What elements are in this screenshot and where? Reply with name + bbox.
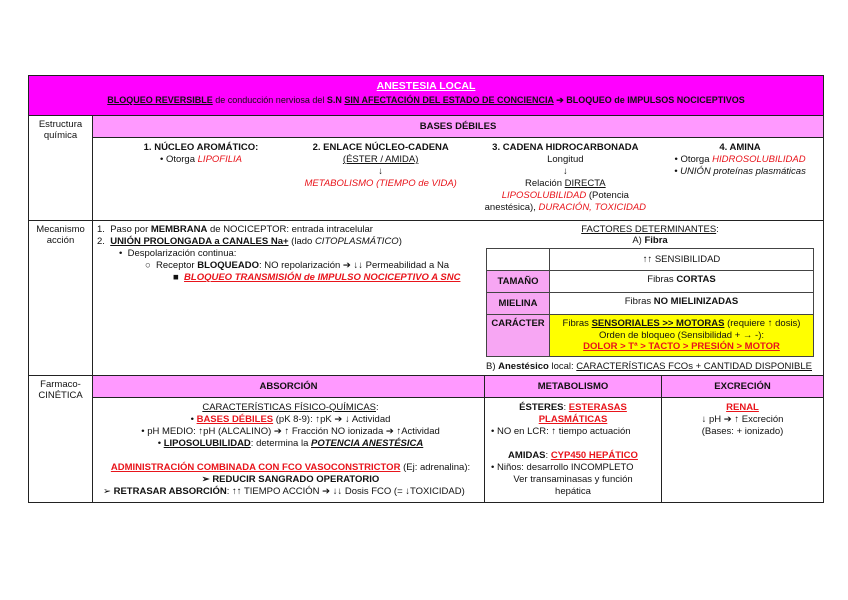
col2-title: 2. ENLACE NÚCLEO-CADENA <box>312 142 449 153</box>
col3-l3b: (Potencia <box>586 190 629 201</box>
met-b2-text: Niños: desarrollo INCOMPLETO <box>496 461 634 473</box>
mec-sub3-text: BLOQUEO TRANSMISIÓN de IMPULSO NOCICEPTIVO A SNC <box>184 272 461 283</box>
mec-item2d: ) <box>398 236 402 247</box>
col4-b1b: HIDROSOLUBILIDAD <box>712 154 806 165</box>
abs-b2: • pH MEDIO: ↑pH (ALCALINO) ➔ ↑ Fracción NO ionizada ➔ ↑Actividad <box>141 425 440 437</box>
abs-b1a: BASES DÉBILES <box>196 413 274 425</box>
factores-table <box>486 248 814 357</box>
met-b3b: hepática <box>555 485 591 497</box>
enlace-nucleo-cadena <box>296 142 466 214</box>
b-line <box>486 361 814 372</box>
met-l3a: AMIDAS <box>508 449 546 461</box>
abs-l4a: RETRASAR ABSORCIÓN <box>113 485 227 497</box>
fibra-b: Fibra <box>644 235 668 246</box>
subtitle-impulsos: ➔ BLOQUEO de IMPULSOS NOCICEPTIVOS <box>553 95 745 105</box>
mec-sub1: • Despolarización continua: <box>119 248 237 259</box>
abs-l2 <box>103 462 478 474</box>
col2-arrow: ↓ <box>378 166 384 177</box>
met-l2: PLASMÁTICAS <box>538 413 608 425</box>
abs-b3c: POTENCIA ANESTÉSICA <box>311 437 424 449</box>
col3-l2a: Relación <box>525 178 565 189</box>
tamano-a: Fibras <box>647 274 677 285</box>
factores-title: FACTORES DETERMINANTES <box>581 224 717 235</box>
caracter-l1a: Fibras <box>562 318 592 329</box>
summary-document <box>28 75 823 503</box>
mec-sub2a: Receptor <box>156 260 198 271</box>
abs-l1-colon: : <box>376 401 379 413</box>
met-l1c: ESTERASAS <box>568 401 627 413</box>
col3-l3a: LIPOSOLUBILIDAD <box>501 190 587 201</box>
mec-sub1-text: Despolarización continua: <box>127 248 237 259</box>
abs-l1-text: CARACTERÍSTICAS FÍSICO-QUÍMICAS <box>202 401 376 413</box>
exc-l1: RENAL <box>726 401 759 413</box>
factores-row <box>487 293 814 315</box>
col4-title: 4. AMINA <box>719 142 761 153</box>
col3-l3 <box>480 190 650 202</box>
absorcion-content <box>93 397 485 502</box>
mec-item1b: MEMBRANA <box>150 224 208 235</box>
factores-row <box>487 315 814 357</box>
caracter-l1c: (requiere ↑ dosis) <box>724 318 801 329</box>
met-b1-text: NO en LCR: ↑ tiempo actuación <box>496 425 631 437</box>
sensibilidad-cell: ↑↑ SENSIBILIDAD <box>550 249 814 271</box>
tamano-label: TAMAÑO <box>487 271 550 293</box>
met-b1: • NO en LCR: ↑ tiempo actuación <box>491 425 631 437</box>
excrecion-content <box>662 397 824 502</box>
mec-item2c: CITOPLASMÁTICO <box>314 236 399 247</box>
bases-debiles-head: BASES DÉBILES <box>93 116 824 138</box>
mec-item2a: UNIÓN PROLONGADA a CANALES Na+ <box>110 236 289 247</box>
b-b: Anestésico <box>498 360 549 372</box>
abs-b2-text: pH MEDIO: ↑pH (ALCALINO) ➔ ↑ Fracción NO ionizada ➔ ↑Actividad <box>147 425 440 437</box>
met-b2: • Niños: desarrollo INCOMPLETO <box>491 461 634 473</box>
mec-item1c: de NOCICEPTOR: entrada intracelular <box>207 224 373 235</box>
met-l1a: ÉSTERES <box>519 401 564 413</box>
tamano-b: CORTAS <box>676 274 716 285</box>
farmaco-label: Farmaco-CINÉTICA <box>29 375 93 502</box>
mec-item1: 1. Paso por MEMBRANA de NOCICEPTOR: entrada intracelular <box>97 224 373 235</box>
mecanismo-label: Mecanismo acción <box>29 221 93 376</box>
col4-b2-text: UNIÓN proteínas plasmáticas <box>680 166 806 177</box>
col2-red: METABOLISMO (TIEMPO de VIDA) <box>304 178 457 189</box>
amina <box>665 142 815 214</box>
col3-l4b: DURACIÓN, TOXICIDAD <box>538 202 647 213</box>
met-l1 <box>491 402 655 414</box>
col3-l2b: DIRECTA <box>564 178 606 189</box>
metabolismo-head: METABOLISMO <box>485 375 662 397</box>
estructura-content <box>93 138 824 221</box>
metabolismo-content <box>485 397 662 502</box>
mielina-b: NO MIELINIZADAS <box>653 296 739 307</box>
mielina-label: MIELINA <box>487 293 550 315</box>
caracter-l2: Orden de bloqueo (Sensibilidad + → -): <box>598 329 765 341</box>
abs-b3b: : determina la <box>250 437 311 449</box>
caracter-l3: DOLOR > Tª > TACTO > PRESIÓN > MOTOR <box>583 341 780 352</box>
subtitle-conciencia: SIN AFECTACIÓN DEL ESTADO DE CONCIENCIA <box>344 95 554 105</box>
b-a: B) <box>486 360 499 372</box>
col1-title: 1. NÚCLEO AROMÁTICO: <box>143 142 259 153</box>
met-l1b: : <box>563 401 569 413</box>
met-l3 <box>491 450 655 462</box>
subtitle-bloqueo: BLOQUEO REVERSIBLE <box>107 95 213 105</box>
mec-sub2: ○ Receptor BLOQUEADO: NO repolarización ➔ ↓↓ Permeabilidad a Na <box>145 260 450 271</box>
met-l3c: CYP450 HEPÁTICO <box>550 449 638 461</box>
mec-sub3: ■ BLOQUEO TRANSMISIÓN de IMPULSO NOCICEPTIVO A SNC <box>173 272 461 283</box>
fibra-line <box>486 235 814 246</box>
absorcion-head: ABSORCIÓN <box>93 375 485 397</box>
col1-bullet: • Otorga LIPOFILIA <box>159 154 242 165</box>
col3-l1: Longitud <box>547 154 584 165</box>
col3-l4 <box>480 202 650 214</box>
abs-b3: • LIPOSOLUBILIDAD: determina la POTENCIA ANESTÉSICA <box>157 437 424 449</box>
nucleo-aromatico <box>121 142 281 214</box>
b-d: CARACTERÍSTICAS FCOs + CANTIDAD DISPONIBLE <box>576 360 812 372</box>
factores-row <box>487 271 814 293</box>
mielina-value <box>550 293 814 315</box>
abs-l4: ➢ RETRASAR ABSORCIÓN: ↑↑ TIEMPO ACCIÓN ➔ ↓↓ Dosis FCO (= ↓TOXICIDAD) <box>103 485 465 497</box>
mecanismo-steps <box>97 224 482 372</box>
exc-l2: ↓ pH ➔ ↑ Excreción <box>701 413 784 425</box>
exc-l3: (Bases: + ionizado) <box>701 425 784 437</box>
col3-arrow: ↓ <box>562 166 568 177</box>
page-subtitle <box>33 95 819 106</box>
col3-l2 <box>480 178 650 190</box>
b-c: local: <box>548 360 577 372</box>
abs-l2a: ADMINISTRACIÓN COMBINADA CON FCO VASOCONSTRICTOR <box>110 461 401 473</box>
subtitle-text: de conducción nerviosa del <box>212 95 327 105</box>
abs-b1b: (pK 8-9): ↑pK ➔ ↓ Actividad <box>273 413 391 425</box>
abs-l1 <box>103 402 478 414</box>
mielina-a: Fibras <box>624 296 654 307</box>
cadena-hidrocarbonada <box>480 142 650 214</box>
abs-l3-text: REDUCIR SANGRADO OPERATORIO <box>212 473 380 485</box>
mec-sub2c: : NO repolarización ➔ ↓↓ Permeabilidad a Na <box>258 260 450 271</box>
page-title: ANESTESIA LOCAL <box>376 80 476 92</box>
factores-colon: : <box>716 224 719 235</box>
mec-item2: 2. UNIÓN PROLONGADA a CANALES Na+ (lado CITOPLASMÁTICO) <box>97 236 402 247</box>
factores-empty-cell <box>487 249 550 271</box>
abs-l3: ➢ REDUCIR SANGRADO OPERATORIO <box>201 473 380 485</box>
header-cell <box>29 76 824 116</box>
estructura-label: Estructura química <box>29 116 93 221</box>
caracter-l1b: SENSORIALES >> MOTORAS <box>591 318 725 329</box>
mecanismo-content <box>93 221 824 376</box>
abs-b3a: LIPOSOLUBILIDAD <box>163 437 251 449</box>
mec-item2b: (lado <box>288 236 315 247</box>
met-b3a: Ver transaminasas y función <box>513 473 633 485</box>
col2-sub: (ÉSTER / AMIDA) <box>342 154 419 165</box>
mec-item1a: Paso por <box>110 224 151 235</box>
col1-bullet-a: Otorga <box>165 154 198 165</box>
mec-sub2b: BLOQUEADO <box>197 260 259 271</box>
col3-l4a: anestésica), <box>484 202 539 213</box>
subtitle-sn: S.N <box>326 95 342 105</box>
caracter-label: CARÁCTER <box>487 315 550 357</box>
abs-l4b: : ↑↑ TIEMPO ACCIÓN ➔ ↓↓ Dosis FCO (= ↓TOXICIDAD) <box>226 485 465 497</box>
fibra-a: A) <box>632 235 645 246</box>
col4-b2: • UNIÓN proteínas plasmáticas <box>674 166 806 177</box>
summary-table <box>28 75 824 503</box>
col4-b1a: Otorga <box>680 154 713 165</box>
abs-l2b: (Ej: adrenalina): <box>400 461 471 473</box>
excrecion-head: EXCRECIÓN <box>662 375 824 397</box>
met-l3b: : <box>545 449 551 461</box>
caracter-value <box>550 315 814 357</box>
col3-title: 3. CADENA HIDROCARBONADA <box>492 142 639 153</box>
col4-b1: • Otorga HIDROSOLUBILIDAD <box>674 154 806 165</box>
factores-title-line <box>486 224 814 235</box>
factores-row <box>487 249 814 271</box>
factores-determinantes <box>486 224 814 372</box>
col1-bullet-b: LIPOFILIA <box>197 154 242 165</box>
abs-b1: • BASES DÉBILES (pK 8-9): ↑pK ➔ ↓ Actividad <box>190 413 391 425</box>
tamano-value <box>550 271 814 293</box>
